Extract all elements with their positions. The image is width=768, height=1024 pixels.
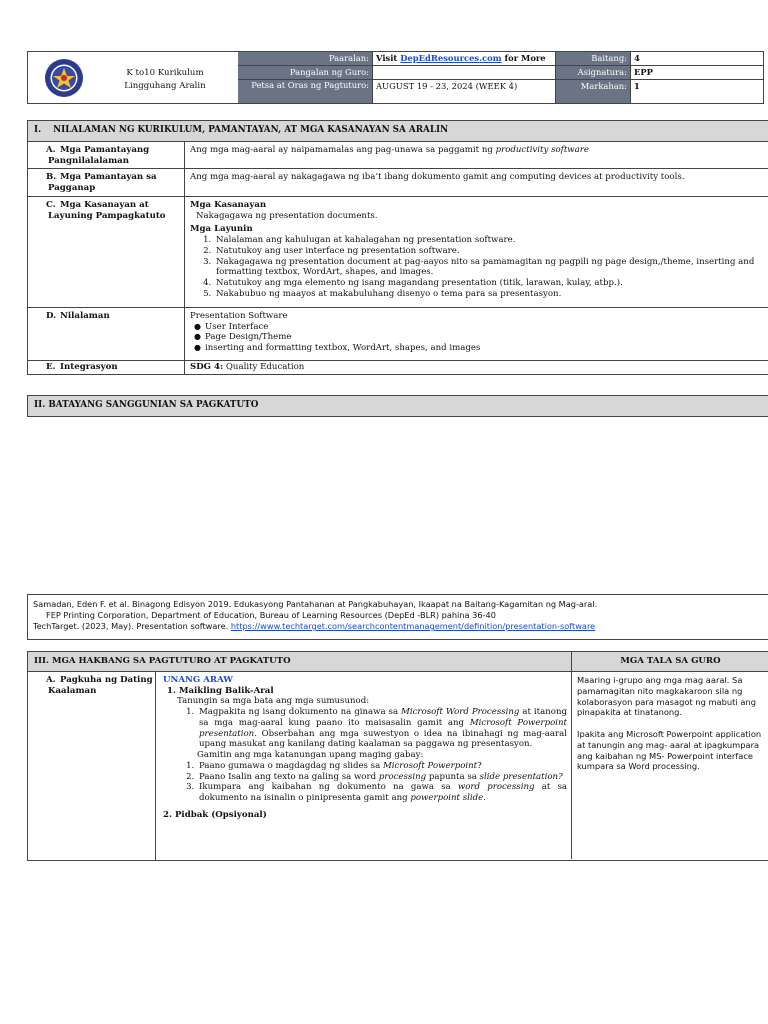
row-e-letter: E. [46, 362, 56, 372]
lesson-type-title: Lingguhang Aralin [124, 81, 206, 92]
layunin-item: 3. Nakagagawa ng presentation document at pag-aayos nito sa pamamagitan ng pagpili ng page design,/theme, inserting and formatting textbox, WordArt, shapes, and images. [214, 257, 765, 278]
q2-em-1: processing [378, 771, 427, 782]
tala-paragraph-2: Ipakita ang Microsoft Powerpoint application at tanungin ang mag- aaral at ipagkumpara ang kaibahan ng MS- Powerpoint interface kumpara sa Word processing. [577, 729, 762, 772]
gabay-text: Gamitin ang mga katanungan upang maging gabay: [197, 750, 424, 761]
row-pamantayan-sa-pagganap [28, 168, 768, 196]
row-kasanayan-layunin [28, 196, 768, 307]
tala-sa-guro-heading: MGA TALA SA GURO [620, 656, 721, 666]
asignatura-value: EPP [631, 66, 763, 80]
gabay-question [197, 761, 567, 772]
q2-text-a: Paano Isalin ang texto na galing sa word [199, 771, 379, 782]
row-a-content [186, 142, 768, 159]
row-a-label-cell [28, 142, 185, 168]
row-c-letter: C. [46, 200, 56, 210]
sdg-text: Quality Education [223, 362, 305, 372]
markahan-label: Markahan: [556, 80, 631, 103]
q3-em-1: word processing [457, 782, 535, 793]
paaralan-suffix: for More [501, 53, 546, 63]
section-3-table [27, 672, 768, 861]
q3-text-b: at sa dokumento na isinalin o pinipresenta gamit ang [199, 782, 567, 804]
layunin-item: 5. Nakabubuo ng maayos at makabuluhang disenyo o tema para sa presentasyon. [214, 289, 765, 300]
tala-sa-guro-content [572, 672, 768, 775]
reference-2 [33, 621, 764, 632]
layunin-title: Mga Layunin [190, 224, 253, 235]
row-b-label: Mga Pamantayan sa Pagganap [48, 172, 157, 193]
section-3-heading-row [27, 651, 768, 672]
kasanayan-text: Nakagagawa ng presentation documents. [196, 210, 378, 221]
item1-text-c: . Obserbahan ang mga suwestyon o idea na ibinahagi ng mag-aaral upang masukat ang kanilang dating kaalaman sa paggawa ng presentasyon. [199, 728, 567, 750]
item1-text-a: Magpakita ng isang dokumento na ginawa sa [199, 707, 402, 718]
sdg-label: SDG 4: [190, 362, 224, 372]
row-b-label-cell [28, 169, 185, 196]
q3-em-2: powerpoint slide [410, 793, 484, 804]
section-3-title: III. MGA HAKBANG SA PAGTUTURO AT PAGKATUTO [34, 656, 291, 666]
section-1-title: NILALAMAN NG KURIKULUM, PAMANTAYAN, AT MGA KASANAYAN SA ARALIN [53, 125, 449, 135]
item1-text-b: at itanong sa mga mag-aaral kung paano ito maisasalin gamit ang [199, 707, 567, 728]
references-box [27, 594, 768, 640]
row-a-letter: A. [46, 145, 56, 155]
row-c-content [186, 197, 768, 303]
header-title [100, 67, 230, 94]
row-b-letter: B. [46, 172, 57, 182]
step-a-letter: A. [46, 675, 56, 685]
section-1-heading [27, 120, 768, 142]
balik-aral-item [197, 707, 567, 750]
gabay-question [197, 782, 567, 803]
row-e-label: Integrasyon [60, 362, 118, 372]
guro-label: Pangalan ng Guro: [238, 66, 373, 80]
gabay-question [197, 772, 567, 783]
section-2-heading [27, 395, 768, 417]
tala-paragraph-1: Maaring i-grupo ang mga mag aaral. Sa pamamagitan nito magkakaroon sila ng kolaborasyon para masagot ng mabuti ang pinapakita at tinatanong. [577, 675, 756, 718]
q2-em-2: slide presentation? [479, 771, 563, 782]
nilalaman-item: ● Page Design/Theme [194, 332, 765, 343]
section-1-table [27, 142, 768, 375]
deped-seal-icon [44, 58, 84, 98]
layunin-item: 2. Natutukoy ang user interface ng presentation software. [214, 246, 765, 257]
markahan-value: 1 [634, 81, 640, 91]
q1-em: Microsoft Powerpoint [382, 760, 478, 771]
item1-em-1: Microsoft Word Processing [401, 707, 520, 718]
nilalaman-title: Presentation Software [190, 311, 288, 321]
balik-aral-title: 1. Maikling Balik-Aral [167, 685, 274, 696]
paaralan-label: Paaralan: [238, 52, 373, 66]
day-label: UNANG ARAW [163, 675, 233, 685]
section-2-title: II. BATAYANG SANGGUNIAN SA PAGKATUTO [34, 400, 259, 410]
step-a-label: Pagkuha ng Dating Kaalaman [48, 675, 153, 696]
pidbak-title: 2. Pidbak (Opsiyonal) [163, 809, 267, 820]
q1-text-a: Paano gumawa o magdagdag ng slides sa [199, 760, 383, 771]
q2-text-b: papunta sa [426, 771, 480, 782]
nilalaman-item: ● inserting and formatting textbox, WordArt, shapes, and images [194, 343, 765, 354]
row-a-text: Ang mga mag-aaral ay naipamamalas ang pag-unawa sa paggamit ng [190, 145, 496, 155]
kasanayan-title: Mga Kasanayan [190, 200, 267, 210]
row-e-content [186, 361, 768, 376]
asignatura-label: Asignatura: [556, 66, 631, 80]
depedresources-link[interactable]: DepEdResources.com [400, 53, 502, 63]
paaralan-prefix: Visit [376, 53, 401, 63]
row-pagkuha-label-cell [28, 672, 156, 860]
reference-1-line-1: Samadan, Eden F. et al. Binagong Edisyon 2019. Edukasyong Pantahanan at Pangkabuhayan, Ikaapat na Baitang-Kagamitan ng Mag-aral. [33, 599, 598, 609]
row-d-letter: D. [46, 311, 57, 321]
paaralan-value [373, 52, 556, 66]
layunin-item: 4. Natutukoy ang mga elemento ng isang magandang presentation (titik, larawan, kulay, atbp.). [214, 278, 765, 289]
q3-text-a: Ikumpara ang kaibahan ng dokumento na gawa sa [199, 782, 458, 793]
section-1-number: I. [34, 125, 42, 135]
header-branding [28, 52, 239, 103]
balik-aral-intro: Tanungin sa mga bata ang mga sumusunod: [177, 696, 370, 707]
item1-em-2: Microsoft Powerpoint presentation [199, 717, 567, 739]
row-integrasyon [28, 360, 768, 374]
balik-aral-list [163, 707, 567, 750]
layunin-list [190, 235, 765, 299]
row-e-label-cell [28, 361, 185, 374]
row-c-label-cell [28, 197, 185, 307]
q1-text-b: ? [477, 760, 482, 771]
row-d-content [186, 308, 768, 357]
reference-2-text: TechTarget. (2023, May). Presentation software. [33, 621, 231, 632]
techtarget-link[interactable]: https://www.techtarget.com/searchcontentmanagement/definition/presentation-software [230, 621, 596, 632]
guro-value [373, 66, 556, 80]
row-a-text-em: productivity software [495, 145, 589, 155]
nilalaman-item: ● User Interface [194, 322, 765, 333]
step-a-content [157, 672, 571, 824]
row-b-content [186, 169, 768, 186]
lesson-header [27, 51, 764, 104]
nilalaman-list [190, 322, 765, 354]
row-b-text: Ang mga mag-aaral ay nakagagawa ng iba’t ibang dokumento gamit ang computing devices at productivity tools. [190, 172, 685, 182]
row-pamantayang-pangnilalaman [28, 142, 768, 168]
row-nilalaman [28, 307, 768, 360]
row-c-label: Mga Kasanayan at Layuning Pampagkatuto [48, 200, 166, 221]
baitang-value: 4 [631, 52, 763, 66]
reference-1-line-2: FEP Printing Corporation, Department of Education, Bureau of Learning Resources (DepEd -BLR) pahina 36-40 [46, 610, 496, 621]
row-d-label: Nilalaman [60, 311, 110, 321]
curriculum-title: K to10 Kurikulum [126, 68, 204, 78]
header-info-grid [238, 52, 763, 103]
layunin-item: 1. Nalalaman ang kahulugan at kahalagahan ng presentation software. [214, 235, 765, 246]
gabay-questions [163, 761, 567, 804]
petsa-label: Petsa at Oras ng Pagtuturo: [238, 80, 373, 103]
baitang-label: Baitang: [556, 52, 631, 66]
row-d-label-cell [28, 308, 185, 360]
row-a-label: Mga Pamantayang Pangnilalalaman [48, 145, 150, 166]
petsa-value: AUGUST 19 - 23, 2024 (WEEK 4) [373, 80, 556, 103]
q3-text-c: . [483, 793, 486, 804]
